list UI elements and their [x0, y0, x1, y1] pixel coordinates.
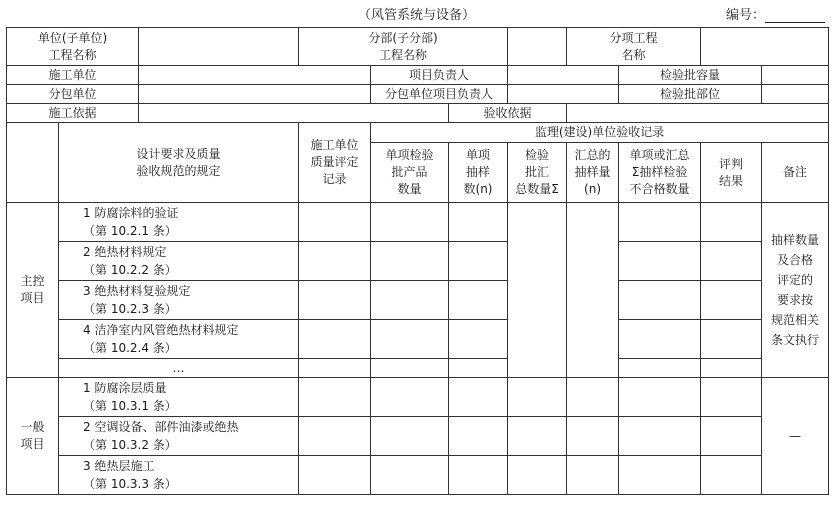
result-cell[interactable] — [701, 281, 762, 320]
table-row — [7, 378, 829, 417]
single-product-qty-header: 单项检验 批产品 数量 — [371, 143, 449, 203]
main-item-1: 1 防腐涂料的验证 （第 10.2.1 条） — [59, 203, 299, 242]
batch-total-header: 检验 批汇 总数量Σ — [508, 143, 567, 203]
unqualified-cell[interactable] — [619, 359, 701, 378]
unqualified-cell[interactable] — [619, 242, 701, 281]
batch-capacity-label: 检验批容量 — [619, 66, 762, 85]
unqualified-cell[interactable] — [619, 203, 701, 242]
total-sample-cell[interactable] — [567, 378, 619, 417]
single-product-qty-cell[interactable] — [371, 378, 449, 417]
single-product-qty-cell[interactable] — [371, 359, 449, 378]
result-cell[interactable] — [701, 378, 762, 417]
form-header — [0, 0, 833, 26]
inspection-record-table — [6, 27, 829, 495]
batch-location-value[interactable] — [762, 85, 829, 104]
general-label: 一般 项目 — [7, 378, 59, 495]
single-sample-cell[interactable] — [449, 378, 508, 417]
supervision-header: 监理(建设)单位验收记录 — [371, 123, 829, 143]
main-control-remark: 抽样数量 及合格 评定的 要求按 规范相关 条文执行 — [762, 203, 829, 378]
batch-capacity-value[interactable] — [762, 66, 829, 85]
batch-total-cell[interactable] — [508, 203, 567, 378]
subcontractor-value[interactable] — [139, 85, 371, 104]
contractor-eval-cell[interactable] — [299, 378, 371, 417]
result-cell[interactable] — [701, 359, 762, 378]
blank-header-cell — [7, 123, 59, 203]
serial-number-blank[interactable] — [765, 9, 825, 23]
unqualified-header: 单项或汇总 Σ抽样检验 不合格数量 — [619, 143, 701, 203]
table-row — [7, 203, 829, 242]
contractor-eval-cell[interactable] — [299, 320, 371, 359]
unqualified-cell[interactable] — [619, 378, 701, 417]
table-row — [7, 281, 829, 320]
single-product-qty-cell[interactable] — [371, 456, 449, 495]
constructor-label: 施工单位 — [7, 66, 139, 85]
general-item-1: 1 防腐涂层质量 （第 10.3.1 条） — [59, 378, 299, 417]
main-control-label: 主控 项目 — [7, 203, 59, 378]
unqualified-cell[interactable] — [619, 281, 701, 320]
single-sample-cell[interactable] — [449, 281, 508, 320]
unit-name-label: 单位(子单位) 工程名称 — [7, 28, 139, 66]
batch-location-label: 检验批部位 — [619, 85, 762, 104]
single-sample-cell[interactable] — [449, 320, 508, 359]
unit-name-value[interactable] — [139, 28, 299, 66]
single-product-qty-cell[interactable] — [371, 417, 449, 456]
total-sample-cell[interactable] — [567, 456, 619, 495]
sub-item-label: 分项工程 名称 — [567, 28, 701, 66]
single-product-qty-cell[interactable] — [371, 242, 449, 281]
sub-project-manager-label: 分包单位项目负责人 — [371, 85, 508, 104]
batch-total-cell[interactable] — [508, 378, 567, 417]
batch-total-cell[interactable] — [508, 456, 567, 495]
project-manager-label: 项目负责人 — [371, 66, 508, 85]
project-manager-value[interactable] — [508, 66, 619, 85]
general-remark: — — [762, 378, 829, 495]
general-item-3: 3 绝热层施工 （第 10.3.3 条） — [59, 456, 299, 495]
contractor-eval-cell[interactable] — [299, 456, 371, 495]
single-sample-cell[interactable] — [449, 203, 508, 242]
unqualified-cell[interactable] — [619, 417, 701, 456]
single-sample-header: 单项 抽样 数(n) — [449, 143, 508, 203]
sub-item-value[interactable] — [701, 28, 829, 66]
contractor-eval-cell[interactable] — [299, 242, 371, 281]
main-item-2: 2 绝热材料规定 （第 10.2.2 条） — [59, 242, 299, 281]
serial-number-field[interactable] — [726, 4, 825, 23]
contractor-eval-cell[interactable] — [299, 203, 371, 242]
total-sample-header: 汇总的 抽样量 (n) — [567, 143, 619, 203]
single-sample-cell[interactable] — [449, 456, 508, 495]
main-item-3: 3 绝热材料复验规定 （第 10.2.3 条） — [59, 281, 299, 320]
single-product-qty-cell[interactable] — [371, 281, 449, 320]
remark-header: 备注 — [762, 143, 829, 203]
spec-column-header: 设计要求及质量 验收规范的规定 — [59, 123, 299, 203]
table-row — [7, 417, 829, 456]
total-sample-cell[interactable] — [567, 417, 619, 456]
single-sample-cell[interactable] — [449, 242, 508, 281]
contractor-eval-header: 施工单位 质量评定 记录 — [299, 123, 371, 203]
single-product-qty-cell[interactable] — [371, 320, 449, 359]
result-header: 评判 结果 — [701, 143, 762, 203]
contractor-eval-cell[interactable] — [299, 281, 371, 320]
batch-total-cell[interactable] — [508, 417, 567, 456]
single-sample-cell[interactable] — [449, 417, 508, 456]
unqualified-cell[interactable] — [619, 320, 701, 359]
acceptance-basis-label: 验收依据 — [449, 104, 567, 123]
result-cell[interactable] — [701, 417, 762, 456]
total-sample-cell[interactable] — [567, 203, 619, 378]
result-cell[interactable] — [701, 456, 762, 495]
serial-number-label: 编号： — [725, 8, 765, 23]
result-cell[interactable] — [701, 242, 762, 281]
sub-division-label: 分部(子分部) 工程名称 — [299, 28, 508, 66]
contractor-eval-cell[interactable] — [299, 359, 371, 378]
construction-basis-value[interactable] — [139, 104, 449, 123]
subcontractor-label: 分包单位 — [7, 85, 139, 104]
table-row — [7, 320, 829, 359]
single-sample-cell[interactable] — [449, 359, 508, 378]
constructor-value[interactable] — [139, 66, 371, 85]
single-product-qty-cell[interactable] — [371, 203, 449, 242]
contractor-eval-cell[interactable] — [299, 417, 371, 456]
table-row — [7, 359, 829, 378]
construction-basis-label: 施工依据 — [7, 104, 139, 123]
general-item-2: 2 空调设备、部件油漆或绝热 （第 10.3.2 条） — [59, 417, 299, 456]
result-cell[interactable] — [701, 203, 762, 242]
sub-division-value[interactable] — [508, 28, 567, 66]
unqualified-cell[interactable] — [619, 456, 701, 495]
table-row — [7, 242, 829, 281]
table-row — [7, 456, 829, 495]
main-item-4: 4 洁净室内风管绝热材料规定 （第 10.2.4 条） — [59, 320, 299, 359]
result-cell[interactable] — [701, 320, 762, 359]
ellipsis-row: … — [59, 359, 299, 378]
acceptance-basis-value[interactable] — [567, 104, 829, 123]
form-subtitle: （风管系统与设备） — [357, 8, 475, 23]
sub-project-manager-value[interactable] — [508, 85, 619, 104]
